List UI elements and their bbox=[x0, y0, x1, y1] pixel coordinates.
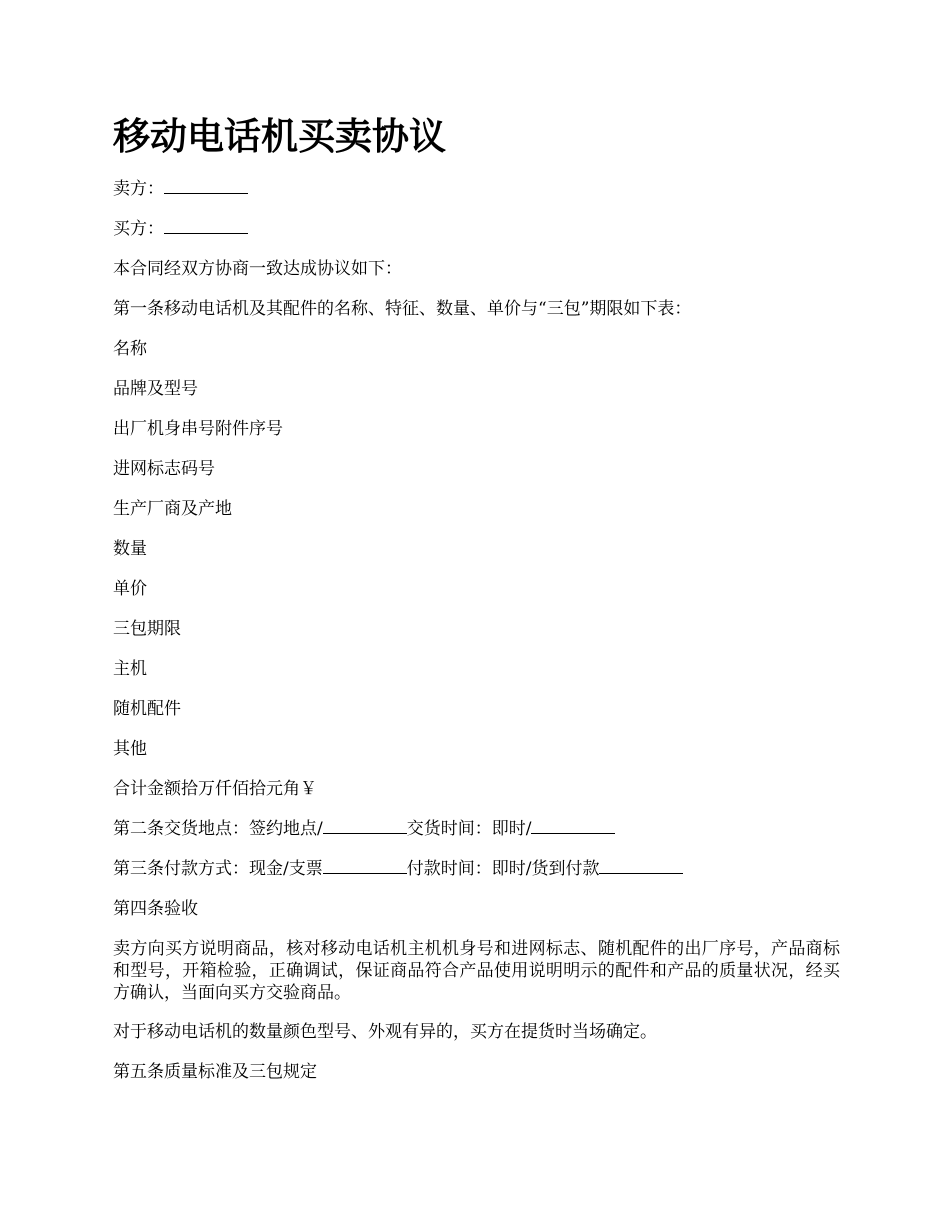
table-item-quantity: 数量 bbox=[113, 539, 147, 559]
buyer-blank bbox=[164, 218, 248, 234]
buyer-line bbox=[113, 218, 840, 241]
article-3-time: 付款时间：即时/货到付款 bbox=[406, 859, 600, 879]
table-item-other: 其他 bbox=[113, 739, 147, 759]
article-2 bbox=[113, 818, 840, 841]
table-item-name: 名称 bbox=[113, 339, 147, 359]
article-4-paragraph-2: 对于移动电话机的数量颜色型号、外观有异的，买方在提货时当场确定。 bbox=[113, 1022, 657, 1042]
buyer-label: 买方： bbox=[113, 219, 164, 239]
seller-blank bbox=[164, 178, 248, 194]
table-item-total: 合计金额拾万仟佰拾元角￥ bbox=[113, 779, 317, 799]
seller-line bbox=[113, 178, 840, 201]
article-3-method-blank bbox=[323, 858, 407, 874]
table-item-manufacturer: 生产厂商及产地 bbox=[113, 499, 232, 519]
table-item-main-unit: 主机 bbox=[113, 659, 147, 679]
article-2-place: 第二条交货地点：签约地点/ bbox=[113, 819, 323, 839]
article-2-place-blank bbox=[323, 818, 407, 834]
table-item-warranty: 三包期限 bbox=[113, 619, 181, 639]
document-title: 移动电话机买卖协议 bbox=[113, 114, 446, 158]
article-1: 第一条移动电话机及其配件的名称、特征、数量、单价与“三包”期限如下表： bbox=[113, 299, 692, 319]
article-4-heading: 第四条验收 bbox=[113, 899, 198, 919]
table-item-accessories: 随机配件 bbox=[113, 699, 181, 719]
table-item-unit-price: 单价 bbox=[113, 579, 147, 599]
table-item-network-code: 进网标志码号 bbox=[113, 459, 215, 479]
seller-label: 卖方： bbox=[113, 179, 164, 199]
article-2-time-blank bbox=[531, 818, 615, 834]
article-5-heading: 第五条质量标准及三包规定 bbox=[113, 1062, 317, 1082]
article-2-time: 交货时间：即时/ bbox=[406, 819, 532, 839]
table-item-serial: 出厂机身串号附件序号 bbox=[113, 419, 283, 439]
article-3 bbox=[113, 858, 840, 881]
document-body bbox=[113, 178, 840, 1101]
intro-paragraph: 本合同经双方协商一致达成协议如下： bbox=[113, 259, 402, 279]
article-3-method: 第三条付款方式：现金/支票 bbox=[113, 859, 323, 879]
table-item-brand-model: 品牌及型号 bbox=[113, 379, 198, 399]
article-3-time-blank bbox=[599, 858, 683, 874]
article-4-paragraph-1: 卖方向买方说明商品，核对移动电话机主机机身号和进网标志、随机配件的出厂序号，产品商标和型号，开箱检验，正确调试，保证商品符合产品使用说明明示的配件和产品的质量状况，经买方确认，当面向买方交验商品。 bbox=[113, 939, 840, 1003]
